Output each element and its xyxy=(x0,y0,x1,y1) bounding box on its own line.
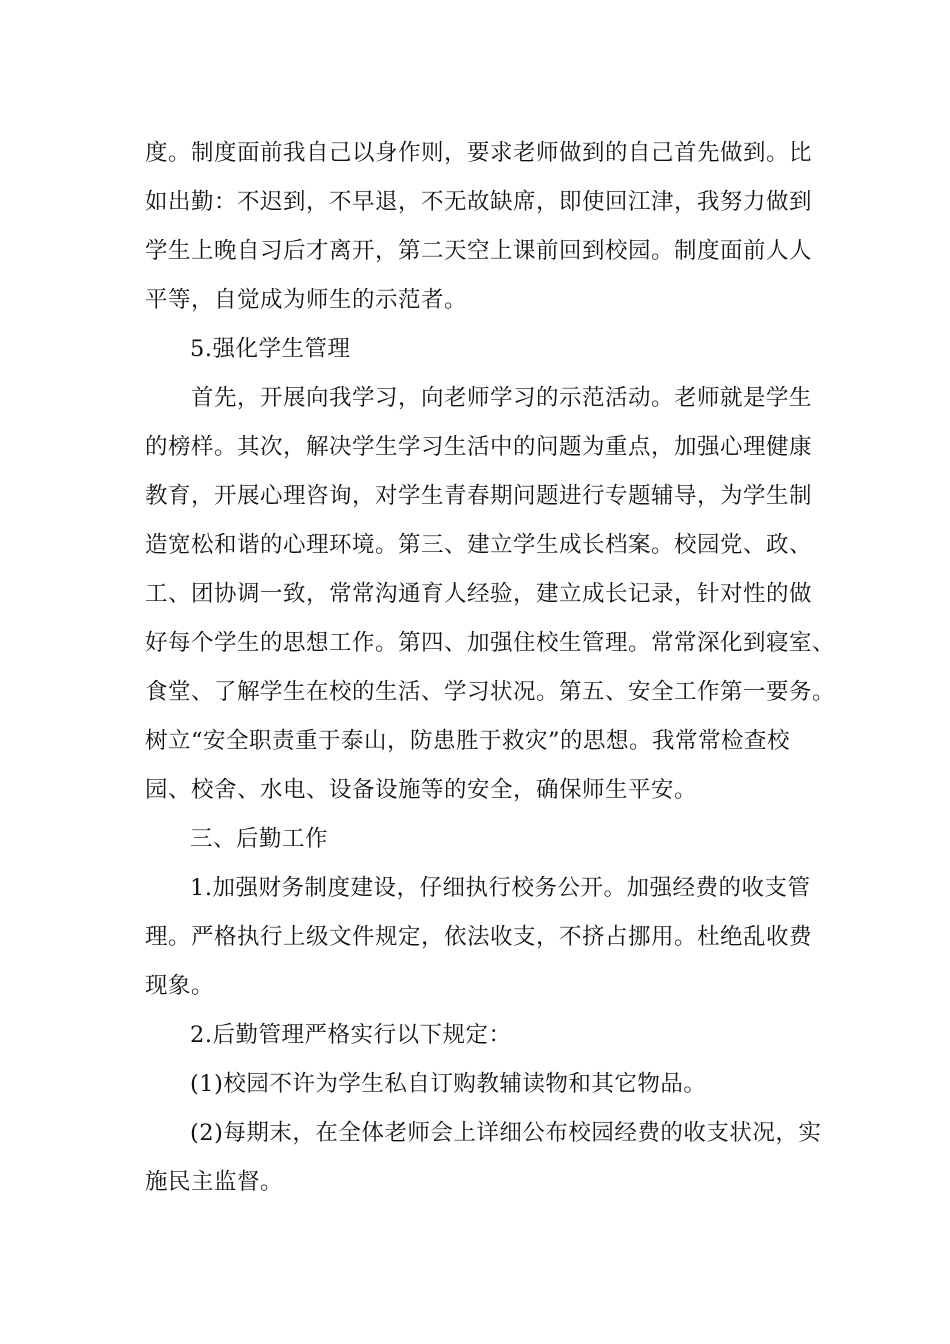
text-line: 好每个学生的思想工作。第四、加强住校生管理。常常深化到寝室、 xyxy=(145,630,836,656)
heading-line: 5.强化学生管理 xyxy=(190,336,351,362)
paragraph-student-management xyxy=(145,374,836,815)
text-line: 平等，自觉成为师生的示范者。 xyxy=(145,287,468,313)
text-line: 造宽松和谐的心理环境。第三、建立学生成长档案。校园党、政、 xyxy=(145,532,813,558)
text-line: 园、校舍、水电、设备设施等的安全，确保师生平安。 xyxy=(145,777,698,803)
text-line: 树立“安全职责重于泰山，防患胜于救灾”的思想。我常常检查校 xyxy=(145,728,791,754)
text-line: 工、团协调一致，常常沟通育人经验，建立成长记录，针对性的做 xyxy=(145,581,813,607)
text-line: 的榜样。其次，解决学生学习生活中的问题为重点，加强心理健康 xyxy=(145,434,813,460)
text-line: (2)每期末，在全体老师会上详细公布校园经费的收支状况，实 xyxy=(190,1120,822,1146)
document-body xyxy=(145,129,836,1207)
text-line: 1.加强财务制度建设，仔细执行校务公开。加强经费的收支管 xyxy=(190,875,811,901)
paragraph-finance xyxy=(145,864,825,1011)
text-line: 度。制度面前我自己以身作则，要求老师做到的自己首先做到。比 xyxy=(145,140,813,166)
text-line: 学生上晚自习后才离开，第二天空上课前回到校园。制度面前人人 xyxy=(145,238,813,264)
text-line: (1)校园不许为学生私自订购教辅读物和其它物品。 xyxy=(190,1071,707,1097)
paragraph-logistics-rules xyxy=(145,1011,825,1060)
text-line: 施民主监督。 xyxy=(145,1169,284,1195)
text-line: 如出勤：不迟到，不早退，不无故缺席，即使回江津，我努力做到 xyxy=(145,189,813,215)
text-line: 2.后勤管理严格实行以下规定： xyxy=(190,1022,512,1048)
text-line: 理。严格执行上级文件规定，依法收支，不挤占挪用。杜绝乱收费 xyxy=(145,924,813,950)
section-heading-student-management xyxy=(145,325,825,374)
text-line: 教育，开展心理咨询，对学生青春期问题进行专题辅导，为学生制 xyxy=(145,483,813,509)
list-item-rule-2 xyxy=(145,1109,825,1207)
text-line: 食堂、了解学生在校的生活、学习状况。第五、安全工作第一要务。 xyxy=(145,679,836,705)
paragraph-discipline xyxy=(145,129,825,325)
text-line: 首先，开展向我学习，向老师学习的示范活动。老师就是学生 xyxy=(191,385,813,411)
text-line: 现象。 xyxy=(145,973,215,999)
section-heading-logistics xyxy=(145,815,825,864)
heading-line: 三、后勤工作 xyxy=(190,826,329,852)
list-item-rule-1 xyxy=(145,1060,825,1109)
